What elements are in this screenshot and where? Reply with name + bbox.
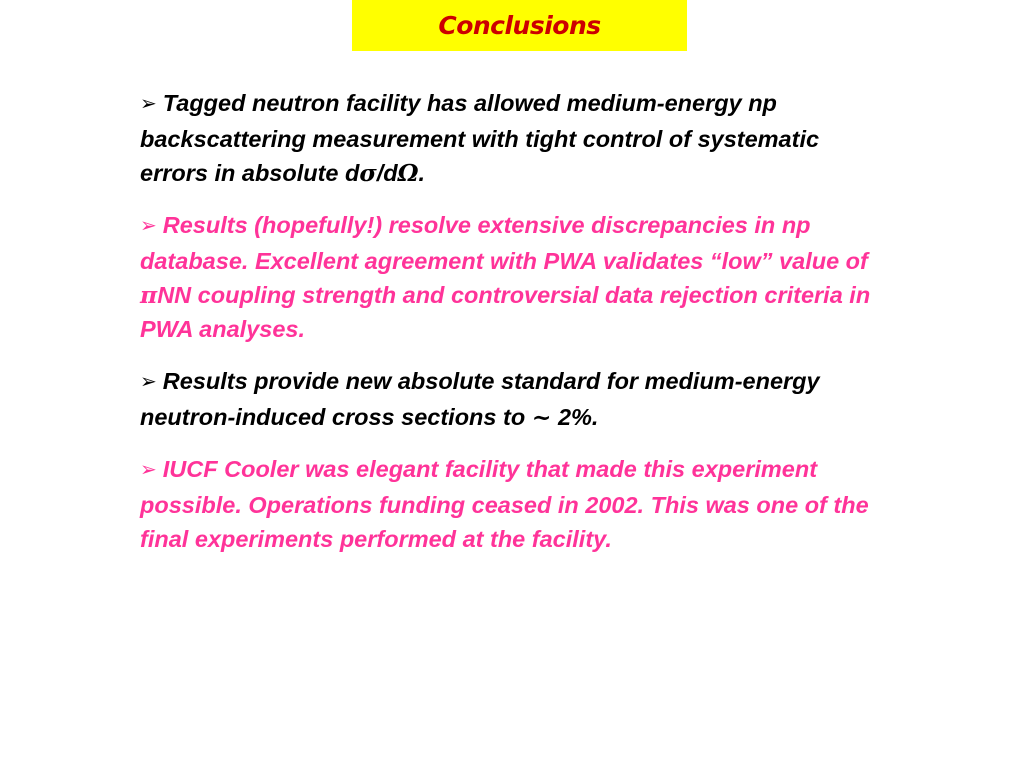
bullet-text: 2%.	[551, 404, 599, 430]
title-banner	[352, 0, 687, 51]
bullet-item	[140, 452, 890, 556]
bullet-text: /d	[376, 160, 398, 186]
bullet-text: Results provide new absolute standard for medium-energy neutron-induced cross sections to	[140, 368, 820, 430]
arrow-bullet-icon: ➢	[140, 459, 157, 481]
slide-title: Conclusions	[438, 11, 601, 40]
bullet-list	[140, 86, 890, 574]
arrow-bullet-icon: ➢	[140, 371, 157, 393]
bullet-text: .	[418, 160, 426, 186]
bullet-item	[140, 208, 890, 346]
omega-symbol: Ω	[397, 159, 419, 187]
pi-symbol: π	[140, 281, 158, 309]
bullet-item	[140, 364, 890, 434]
tilde-symbol: ~	[531, 403, 552, 431]
arrow-bullet-icon: ➢	[140, 215, 157, 237]
sigma-symbol: σ	[359, 159, 377, 187]
bullet-text: Tagged neutron facility has allowed medium-energy np backscattering measurement with tight control of systematic errors in absolute d	[140, 90, 820, 186]
bullet-text: NN coupling strength and controversial data rejection criteria in PWA analyses.	[140, 282, 871, 342]
arrow-bullet-icon: ➢	[140, 93, 157, 115]
bullet-item	[140, 86, 890, 190]
bullet-text: IUCF Cooler was elegant facility that made this experiment possible. Operations funding ceased in 2002. This was one of the final experiments performed at the facility.	[140, 456, 869, 552]
bullet-text: Results (hopefully!) resolve extensive discrepancies in np database. Excellent agreement with PWA validates “low” value of	[140, 212, 868, 274]
